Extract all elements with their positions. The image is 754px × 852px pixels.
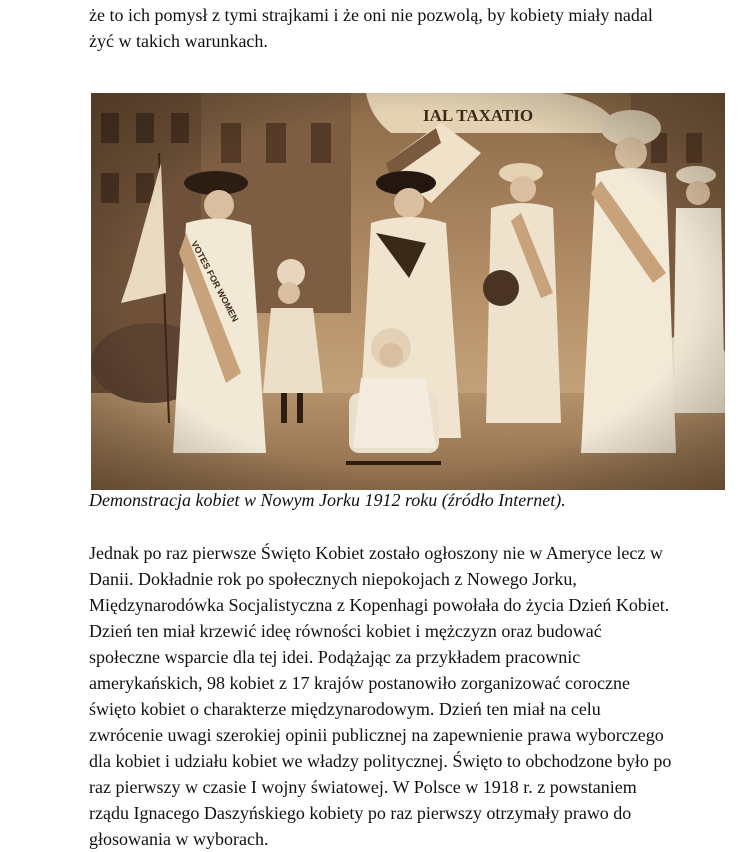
text-line: zwrócenie uwagi szerokiej opinii publicznej na zapewnienie prawa wyborczego: [89, 725, 664, 745]
sepia-demonstration-photo: [91, 93, 725, 490]
text-line: głosowania w wyborach.: [89, 829, 269, 849]
text-line: raz pierwszy w czasie I wojny światowej. W Polsce w 1918 r. z powstaniem: [89, 777, 637, 797]
text-line: że to ich pomysł z tymi strajkami i że oni nie pozwolą, by kobiety miały nadal: [89, 5, 653, 25]
text-line: rządu Ignacego Daszyńskiego kobiety po raz pierwszy otrzymały prawo do: [89, 803, 632, 823]
intro-paragraph: [89, 2, 729, 54]
photo-caption: Demonstracja kobiet w Nowym Jorku 1912 roku (źródło Internet).: [89, 490, 566, 510]
text-line: Danii. Dokładnie rok po społecznych niepokojach z Nowego Jorku,: [89, 569, 577, 589]
text-line: Dzień ten miał krzewić ideę równości kobiet i mężczyzn oraz budować: [89, 621, 602, 641]
text-line: amerykańskich, 98 kobiet z 17 krajów postanowiło zorganizować coroczne: [89, 673, 630, 693]
text-line: dla kobiet i udziału kobiet we władzy politycznej. Święto to obchodzone było po: [89, 751, 672, 771]
text-line: Międzynarodówka Socjalistyczna z Kopenhagi powołała do życia Dzień Kobiet.: [89, 595, 670, 615]
text-line: społeczne wsparcie dla tej idei. Podążając za przykładem pracownic: [89, 647, 581, 667]
text-line: święto kobiet o charakterze międzynarodowym. Dzień ten miał na celu: [89, 699, 601, 719]
text-line: Jednak po raz pierwsze Święto Kobiet zostało ogłoszony nie w Ameryce lecz w: [89, 543, 663, 563]
body-paragraph: [89, 540, 729, 852]
text-line: żyć w takich warunkach.: [89, 31, 268, 51]
